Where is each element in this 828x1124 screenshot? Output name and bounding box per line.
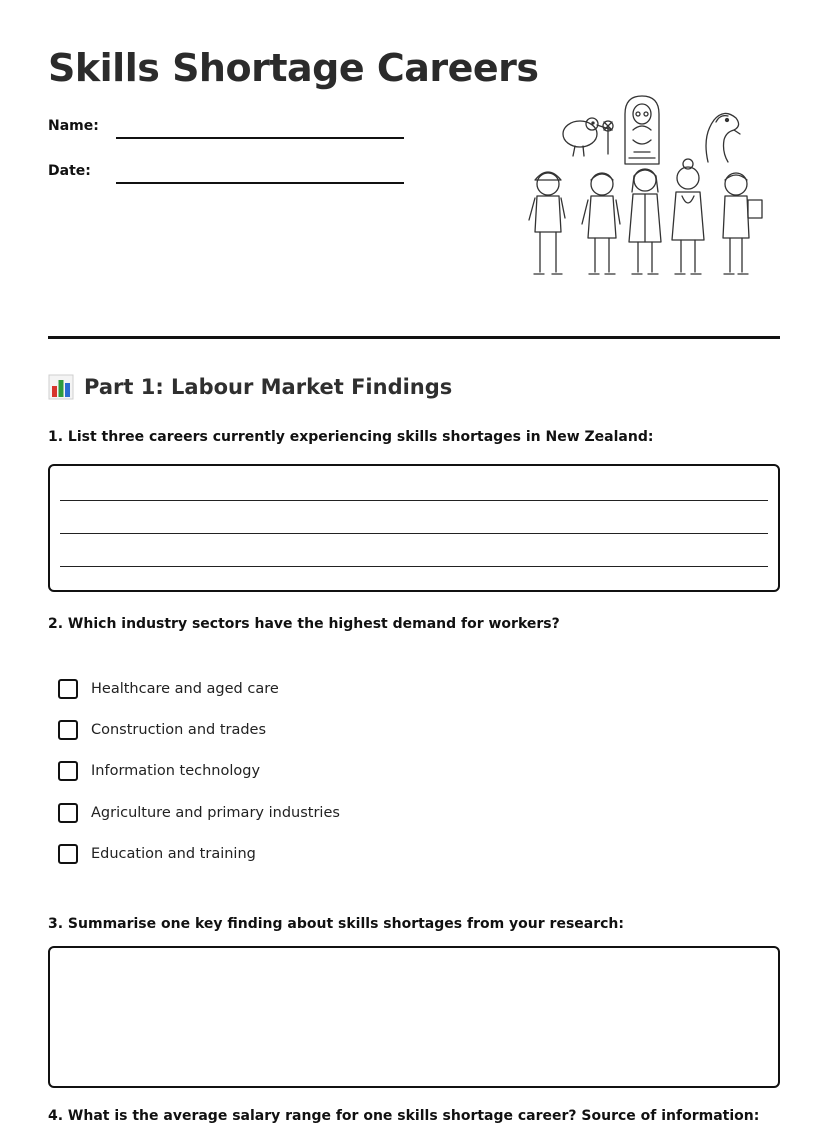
option-label: Agriculture and primary industries: [91, 805, 340, 821]
question-1-answer-box[interactable]: [48, 464, 780, 592]
option-construction[interactable]: [58, 720, 266, 740]
option-healthcare[interactable]: [58, 679, 279, 699]
bar-chart-icon: [48, 374, 74, 400]
worksheet-title: Skills Shortage Careers: [48, 46, 539, 90]
children-careers-illustration: [520, 92, 770, 284]
option-agriculture[interactable]: [58, 803, 340, 823]
fern-icon: [603, 121, 613, 154]
option-label: Construction and trades: [91, 722, 267, 738]
checkbox[interactable]: [58, 679, 78, 699]
name-field[interactable]: [116, 137, 404, 139]
answer-line: [60, 566, 768, 567]
option-education[interactable]: [58, 844, 256, 864]
checkbox[interactable]: [58, 803, 78, 823]
part1-title: Part 1: Labour Market Findings: [84, 375, 453, 399]
checkbox[interactable]: [58, 720, 78, 740]
name-label: Name:: [48, 118, 99, 134]
kiwi-bird-icon: [563, 118, 612, 156]
question-3-text: 3. Summarise one key finding about skills shortages from your research:: [48, 916, 624, 932]
date-label: Date:: [48, 163, 91, 179]
answer-line: [60, 500, 768, 501]
option-information-technology[interactable]: [58, 761, 260, 781]
question-1-text: 1. List three careers currently experiencing skills shortages in New Zealand:: [48, 429, 654, 445]
part1-heading: [48, 374, 452, 400]
child-hardhat-icon: [529, 172, 565, 274]
child-clipboard-icon: [723, 173, 762, 274]
option-label: Education and training: [91, 846, 256, 862]
question-4-text: 4. What is the average salary range for one skills shortage career? Source of information:: [48, 1108, 760, 1124]
answer-line: [60, 533, 768, 534]
checkbox[interactable]: [58, 761, 78, 781]
child-scientist-icon: [629, 169, 661, 274]
section-divider: [48, 336, 780, 339]
child-doctor-icon: [672, 159, 704, 274]
taniwha-icon: [706, 113, 740, 162]
carving-icon: [625, 96, 659, 164]
option-label: Information technology: [91, 763, 261, 779]
option-label: Healthcare and aged care: [91, 681, 279, 697]
question-2-text: 2. Which industry sectors have the highest demand for workers?: [48, 616, 560, 632]
question-3-answer-box[interactable]: [48, 946, 780, 1088]
checkbox[interactable]: [58, 844, 78, 864]
date-field[interactable]: [116, 182, 404, 184]
child-student-icon: [582, 173, 620, 274]
